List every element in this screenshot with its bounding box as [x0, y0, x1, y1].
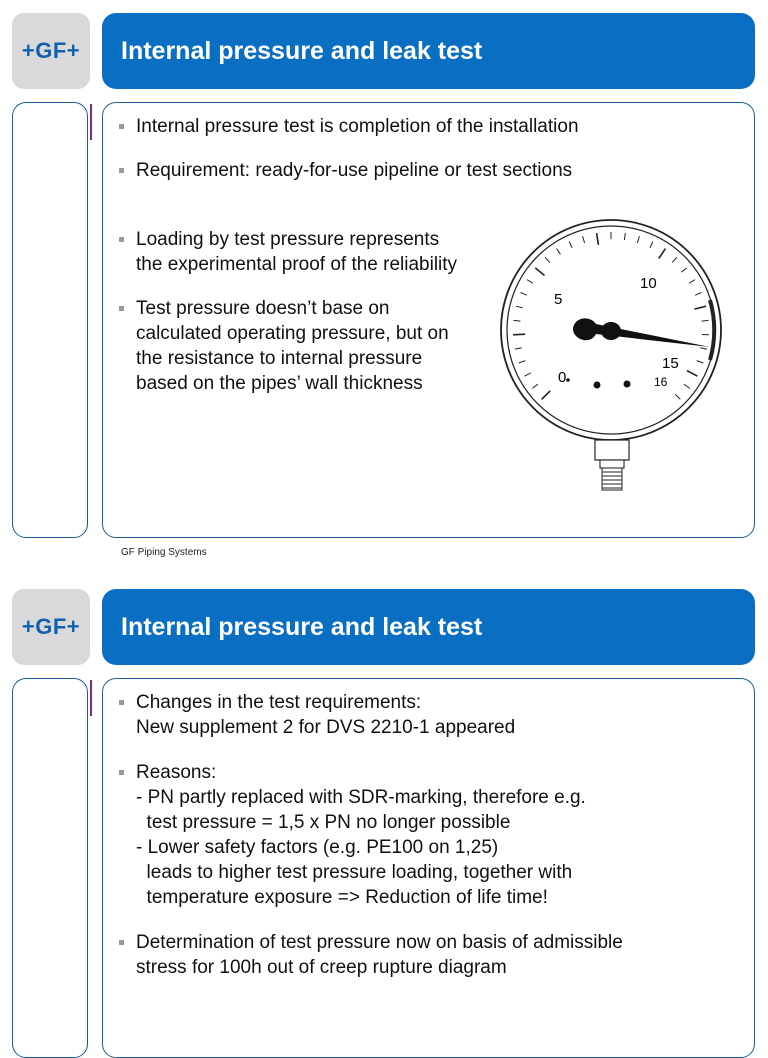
slide-title: Internal pressure and leak test — [121, 37, 482, 66]
accent-line — [90, 680, 92, 716]
gauge-tick — [513, 334, 525, 335]
gauge-tick — [535, 268, 544, 276]
gf-logo — [12, 589, 90, 665]
gf-logo — [12, 13, 90, 89]
gauge-label-10: 10 — [640, 275, 657, 292]
gauge-tick — [545, 257, 550, 262]
gauge-tick — [513, 320, 520, 321]
bullet-item — [118, 114, 579, 139]
gf-logo-text: +GF+ — [22, 614, 80, 640]
gauge-tick — [694, 306, 706, 309]
bullet-line: New supplement 2 for DVS 2210-1 appeared — [136, 715, 623, 740]
gauge-screw-dot — [624, 381, 631, 388]
bullet-item — [118, 930, 623, 980]
bullet-line: Determination of test pressure now on basis of admissible — [136, 930, 623, 955]
gauge-tick — [687, 371, 698, 377]
gauge-tick — [519, 361, 526, 363]
slide-title: Internal pressure and leak test — [121, 613, 482, 642]
bullet-line: calculated operating pressure, but on — [136, 321, 579, 346]
gauge-tick — [675, 394, 680, 399]
bullet-line: Reasons: — [136, 760, 623, 785]
bullet-line: temperature exposure => Reduction of life time! — [136, 885, 623, 910]
gauge-tick — [569, 241, 572, 247]
bullet-list — [118, 690, 623, 980]
gauge-tick — [542, 391, 550, 399]
bullet-line: - PN partly replaced with SDR-marking, therefore e.g. — [136, 785, 623, 810]
bullet-line: Internal pressure test is completion of the installation — [136, 114, 579, 139]
gauge-ticks — [513, 232, 709, 399]
gauge-rim-shadow — [710, 300, 714, 360]
bullet-line: Test pressure doesn’t base on — [136, 296, 579, 321]
bullet-line: Changes in the test requirements: — [136, 690, 623, 715]
gauge-label-15: 15 — [662, 355, 679, 372]
gauge-tick — [659, 249, 666, 259]
gauge-label-5: 5 — [554, 291, 562, 308]
gauge-zero-dot — [566, 378, 570, 382]
gauge-tick — [624, 233, 625, 240]
gauge-tick — [515, 348, 522, 349]
accent-line — [90, 104, 92, 140]
bullet-item — [118, 690, 623, 740]
gauge-tick — [520, 292, 526, 295]
title-bar — [102, 589, 755, 665]
gauge-tick — [637, 236, 639, 243]
gauge-tick — [689, 280, 695, 284]
bullet-line: - Lower safety factors (e.g. PE100 on 1,25) — [136, 835, 623, 860]
left-side-panel — [12, 678, 88, 1058]
bullet-item — [118, 760, 623, 910]
bullet-line: the resistance to internal pressure — [136, 346, 579, 371]
gauge-tick — [684, 384, 690, 388]
bullet-line: test pressure = 1,5 x PN no longer possible — [136, 810, 623, 835]
bullet-item — [118, 158, 579, 183]
bullet-line: Loading by test pressure represents — [136, 227, 579, 252]
bullet-line: leads to higher test pressure loading, together with — [136, 860, 623, 885]
gauge-tick — [697, 361, 704, 363]
gauge-stem-neck — [600, 460, 624, 468]
gauge-needle-hub — [601, 322, 621, 340]
gauge-label-16: 16 — [654, 375, 668, 389]
footer-company: GF Piping Systems — [121, 547, 207, 558]
pressure-gauge-icon — [496, 218, 736, 498]
gauge-tick — [597, 233, 599, 245]
gauge-tick — [681, 268, 686, 272]
gauge-tick — [695, 292, 701, 295]
gauge-tick — [516, 306, 523, 308]
gauge-needle — [573, 318, 710, 347]
gauge-tick — [525, 373, 531, 376]
bullet-line: the experimental proof of the reliability — [136, 252, 579, 277]
bullet-line: based on the pipes’ wall thickness — [136, 371, 579, 396]
left-side-panel — [12, 102, 88, 538]
gauge-stem-block — [595, 440, 629, 460]
gauge-label-0: 0 — [558, 369, 566, 386]
gauge-tick — [527, 280, 533, 284]
gauge-tick — [557, 249, 561, 255]
title-bar — [102, 13, 755, 89]
bullet-line: Requirement: ready-for-use pipeline or test sections — [136, 158, 579, 183]
bullet-line: stress for 100h out of creep rupture diagram — [136, 955, 623, 980]
gauge-tick — [583, 236, 585, 243]
gauge-tick — [650, 241, 653, 247]
gf-logo-text: +GF+ — [22, 38, 80, 64]
gauge-tick — [700, 348, 707, 349]
gauge-thread — [602, 468, 622, 490]
gauge-screw-dot — [594, 382, 601, 389]
gauge-tick — [532, 384, 538, 388]
gauge-tick — [702, 320, 709, 321]
gauge-tick — [672, 257, 677, 262]
